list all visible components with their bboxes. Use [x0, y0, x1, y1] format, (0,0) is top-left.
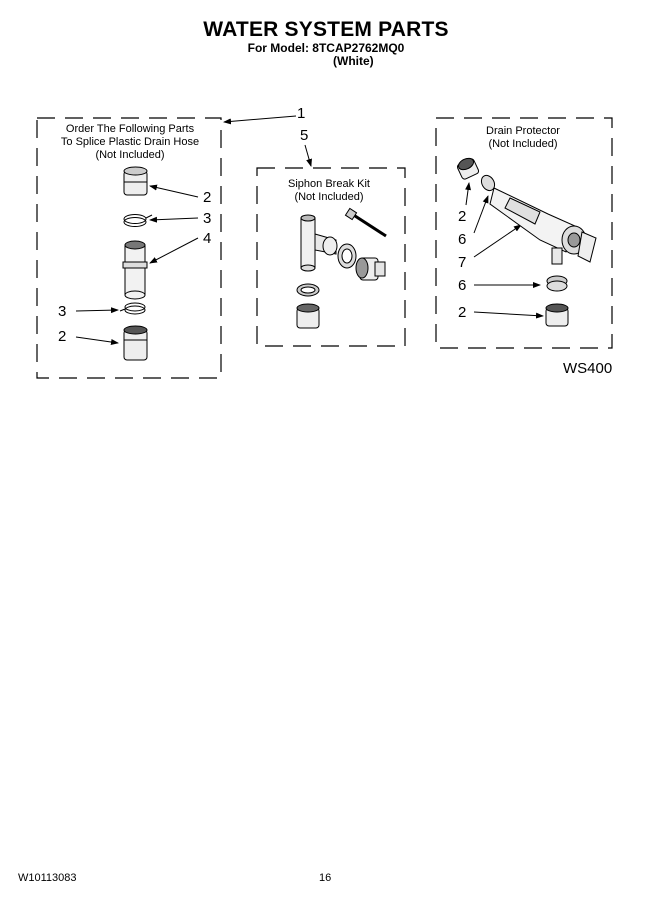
- leader-right-2b: [474, 312, 543, 316]
- callout-right-6a: 6: [458, 231, 467, 248]
- drain-protector-clamp-bottom: [547, 276, 567, 291]
- left-caption-line-3: (Not Included): [95, 149, 165, 161]
- drain-protector-cap-bottom: [546, 304, 568, 326]
- siphon-break-cable-tie: [345, 208, 386, 236]
- callout-left-3a: 3: [203, 210, 212, 227]
- hose-connector: [123, 241, 147, 299]
- right-panel-caption: [460, 125, 586, 151]
- leader-left-3a: [150, 218, 198, 220]
- hose-clamp-top: [124, 215, 152, 227]
- leader-right-6a: [474, 196, 488, 233]
- siphon-break-clamp: [297, 284, 319, 296]
- callout-left-2a: 2: [203, 189, 212, 206]
- middle-caption-line-2: (Not Included): [294, 191, 364, 203]
- model-line: For Model: 8TCAP2762MQ0: [247, 41, 405, 55]
- callout-1: 1: [297, 105, 306, 122]
- callout-right-2b: 2: [458, 304, 467, 321]
- right-caption-line-2: (Not Included): [488, 138, 558, 150]
- leader-left-4: [150, 238, 198, 263]
- figure-code: WS400: [563, 360, 613, 377]
- middle-panel-caption: [262, 178, 396, 204]
- callout-right-6b: 6: [458, 277, 467, 294]
- callout-right-2a: 2: [458, 208, 467, 225]
- hose-clamp-bottom: [120, 303, 145, 314]
- left-caption-line-2: To Splice Plastic Drain Hose: [60, 136, 200, 148]
- leader-right-2a: [466, 183, 469, 205]
- siphon-break-check-valve: [356, 258, 385, 280]
- siphon-break-cap: [297, 304, 319, 328]
- middle-caption-line-1: Siphon Break Kit: [288, 178, 370, 190]
- callout-right-7: 7: [458, 254, 467, 271]
- hose-coupling-top: [124, 167, 147, 195]
- document-number: W10113083: [18, 872, 77, 884]
- drain-protector-body: [490, 188, 596, 264]
- left-caption-line-1: Order The Following Parts: [65, 123, 195, 135]
- leader-right-7: [474, 225, 521, 257]
- right-caption-line-1: Drain Protector: [486, 125, 560, 137]
- leader-left-2a: [150, 186, 198, 197]
- page-title: WATER SYSTEM PARTS: [203, 18, 449, 41]
- leader-left-2b: [76, 337, 118, 343]
- callout-left-3b: 3: [58, 303, 67, 320]
- callout-1-arrow: [224, 116, 296, 122]
- drain-protector-cap-top: [456, 156, 479, 180]
- left-panel-caption: [52, 123, 208, 162]
- color-line: (White): [333, 54, 374, 68]
- siphon-break-tee: [301, 215, 337, 271]
- callout-5: 5: [300, 127, 309, 144]
- callout-left-2b: 2: [58, 328, 67, 345]
- siphon-break-nut: [338, 244, 356, 268]
- callout-5-arrow: [305, 145, 311, 166]
- hose-coupling-bottom: [124, 326, 147, 360]
- page-number: 16: [319, 872, 332, 884]
- callout-left-4: 4: [203, 230, 212, 247]
- leader-left-3b: [76, 310, 118, 311]
